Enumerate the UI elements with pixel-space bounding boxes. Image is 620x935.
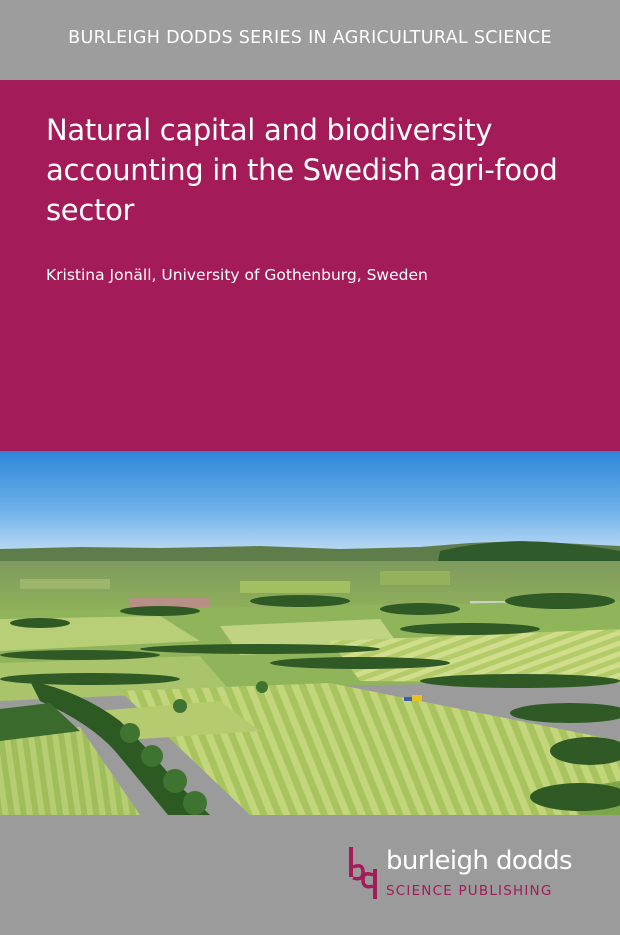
book-author: Kristina Jonäll, University of Gothenburg, Sweden — [46, 266, 428, 284]
title-panel — [0, 80, 620, 451]
publisher-name: burleigh dodds — [386, 846, 572, 876]
publisher-tagline: SCIENCE PUBLISHING — [386, 883, 553, 899]
publisher-footer — [0, 815, 620, 935]
series-banner — [0, 0, 620, 80]
series-label: BURLEIGH DODDS SERIES IN AGRICULTURAL SCIENCE — [68, 28, 552, 48]
aerial-farmland-photo — [0, 451, 620, 815]
book-title: Natural capital and biodiversity accounting in the Swedish agri-food sector — [46, 113, 558, 227]
bd-monogram-icon — [347, 845, 379, 901]
